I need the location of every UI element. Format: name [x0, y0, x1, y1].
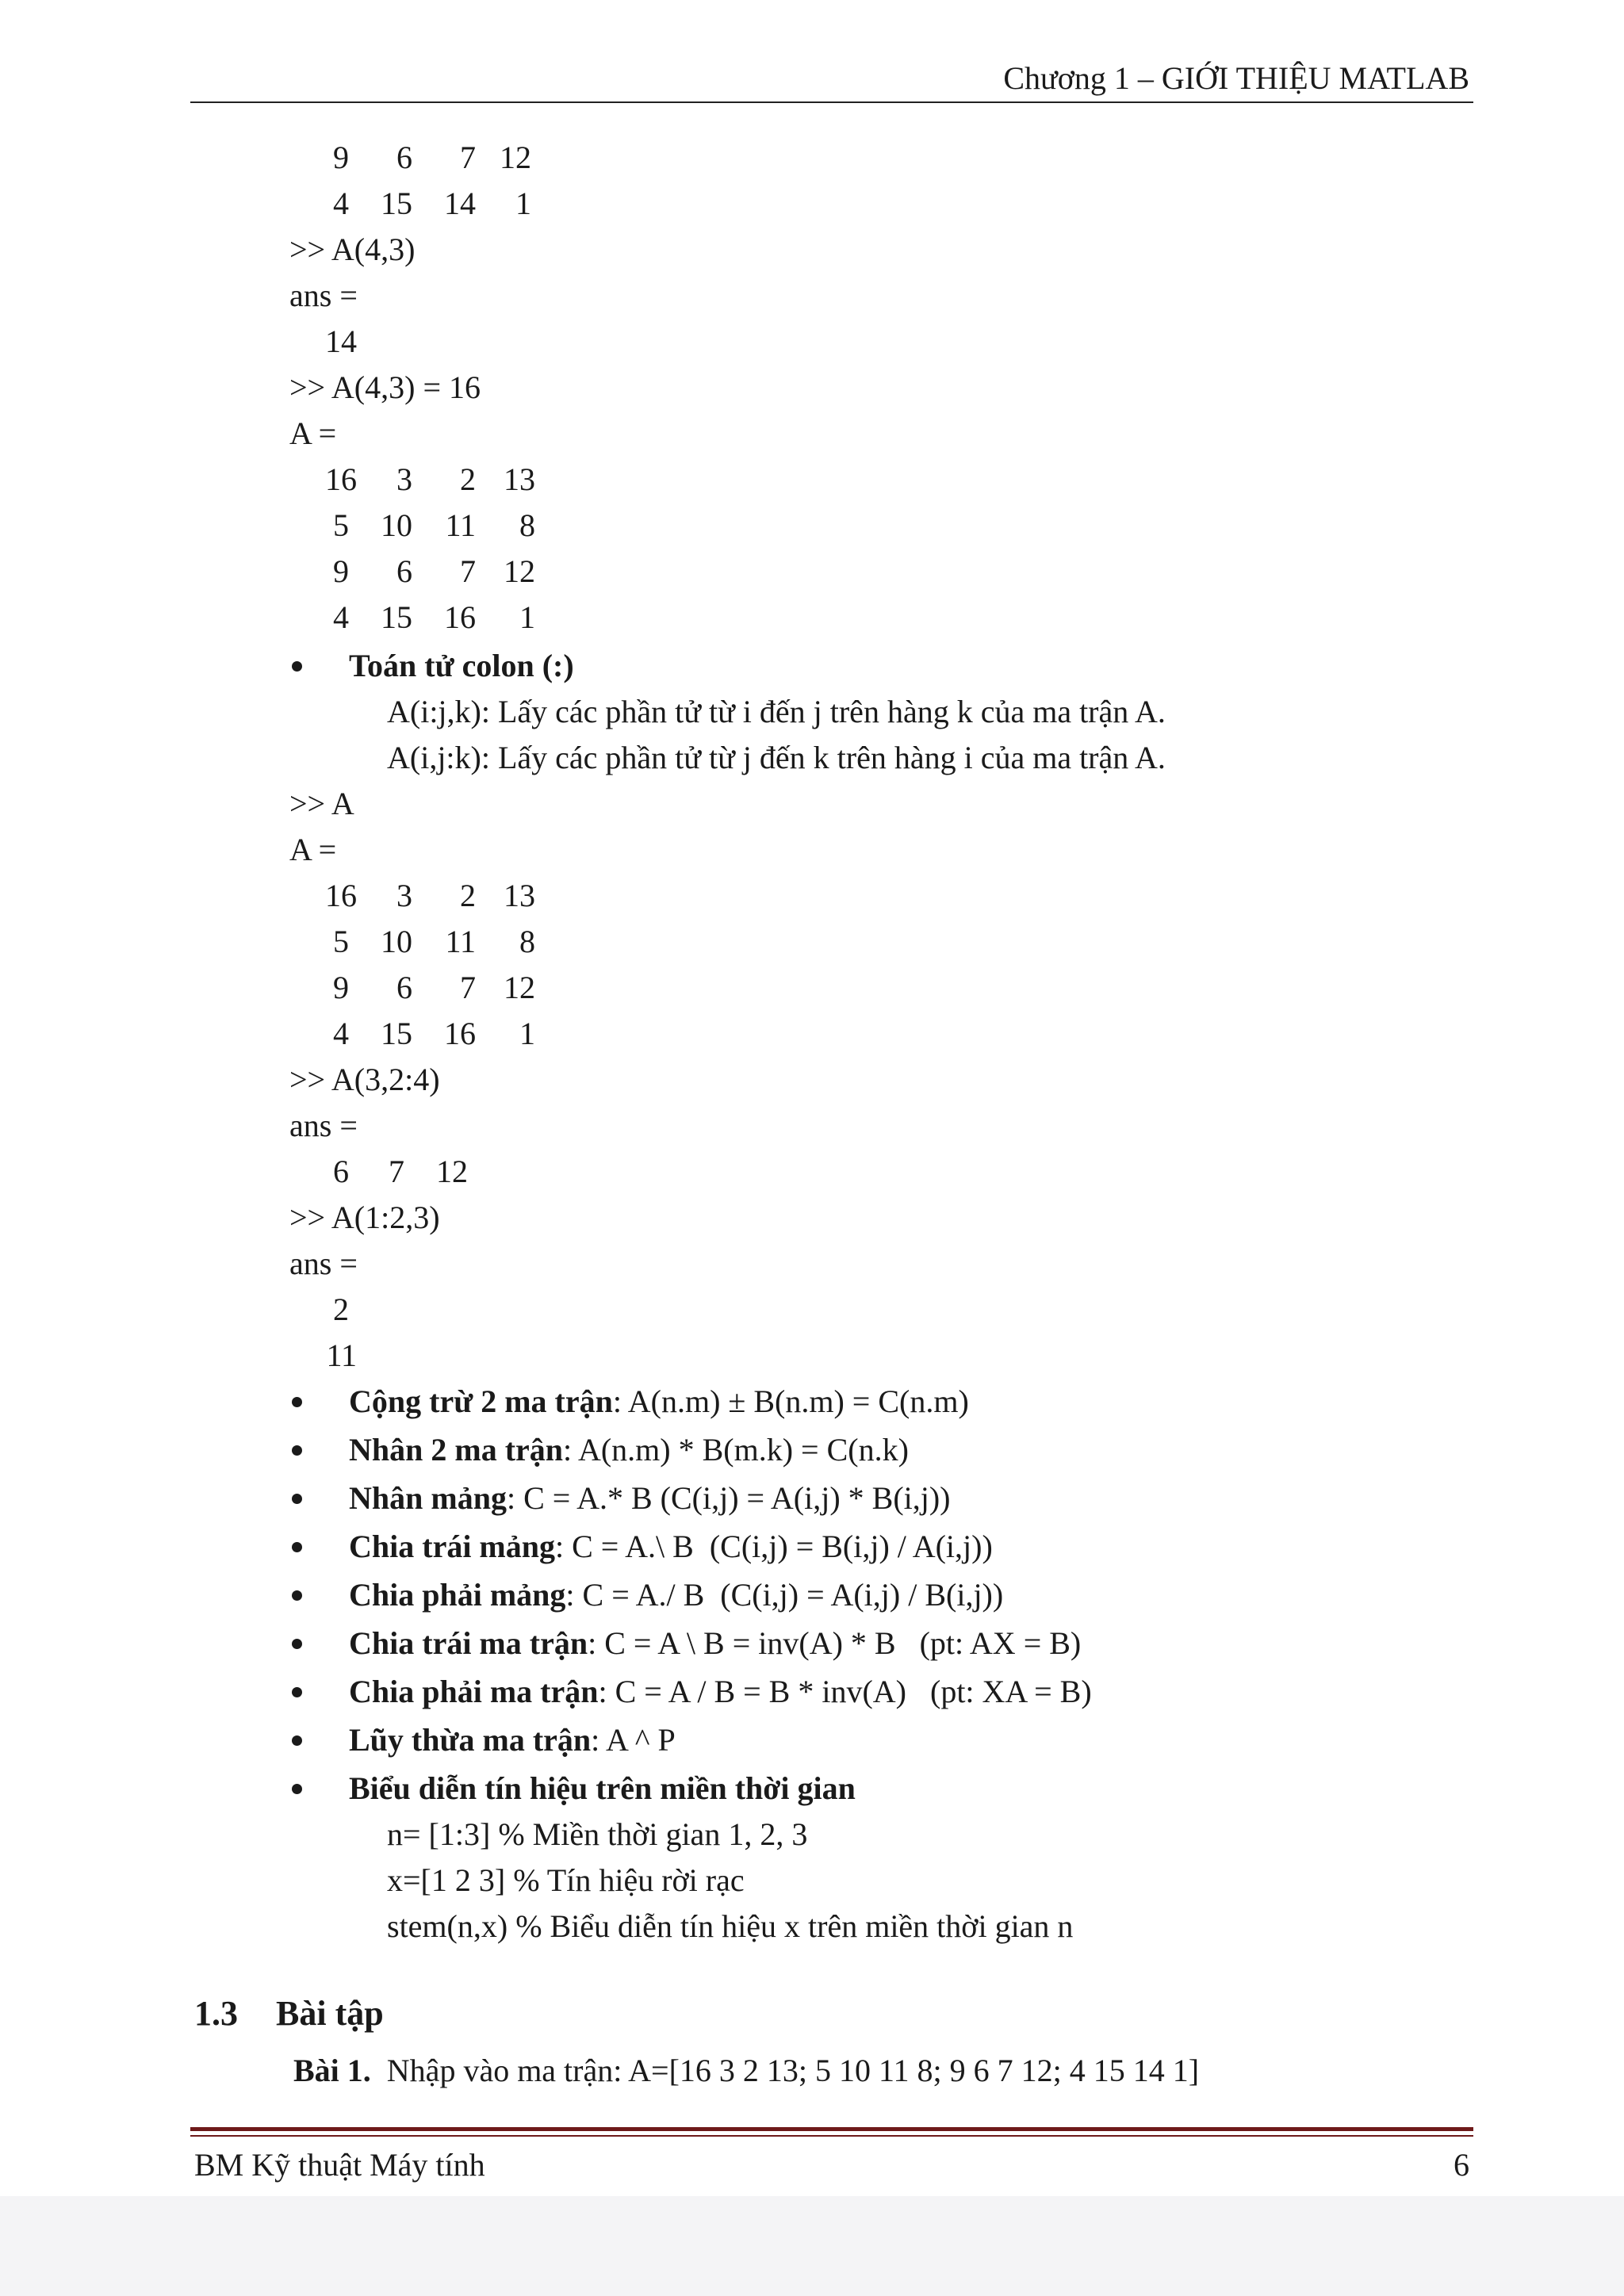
ans-value: 6: [333, 1154, 349, 1189]
matrix-cell: 14: [444, 186, 476, 221]
command-line: >> A(3,2:4): [289, 1062, 440, 1097]
matrix-cell: 12: [504, 970, 535, 1005]
matrix-cell: 8: [519, 507, 535, 543]
command-line: >> A(4,3): [289, 232, 416, 267]
matrix-cell: 16: [325, 461, 357, 497]
matrix-cell: 1: [519, 599, 535, 635]
colon-description: A(i:j,k): Lấy các phần tử từ i đến j trên hàng k của ma trận A.: [387, 694, 1166, 729]
matrix-cell: 16: [444, 1016, 476, 1051]
signal-code-line: n= [1:3] % Miền thời gian 1, 2, 3: [387, 1816, 808, 1852]
matrix-cell: 7: [460, 970, 476, 1005]
matrix-cell: 1: [519, 1016, 535, 1051]
ans-label: ans =: [289, 277, 358, 313]
bottom-band: [0, 2196, 1624, 2296]
header-rule: [190, 101, 1473, 103]
bullet-signal-title: Biểu diễn tín hiệu trên miền thời gian: [349, 1770, 856, 1806]
matrix-cell: 10: [381, 924, 412, 959]
ans-value: 12: [436, 1154, 468, 1189]
bullet-dot: [292, 1397, 302, 1407]
footer-department: BM Kỹ thuật Máy tính: [194, 2147, 485, 2183]
matrix-cell: 3: [396, 461, 412, 497]
exercise-item: [293, 2051, 1199, 2091]
matrix-cell: 4: [333, 599, 349, 635]
matrix-cell: 15: [381, 599, 412, 635]
matrix-cell: 11: [445, 507, 476, 543]
matrix-cell: 8: [519, 924, 535, 959]
matrix-cell: 6: [396, 970, 412, 1005]
matrix-cell: 16: [444, 599, 476, 635]
ans-label: ans =: [289, 1108, 358, 1143]
operation-item: Lũy thừa ma trận: A ^ P: [349, 1722, 676, 1758]
matrix-cell: 1: [515, 186, 531, 221]
command-line: >> A(1:2,3): [289, 1200, 440, 1235]
bullet-colon-title: Toán tử colon (:): [349, 648, 574, 683]
matrix-cell: 9: [333, 553, 349, 589]
matrix-cell: 12: [504, 553, 535, 589]
section-title: Bài tập: [276, 1994, 384, 2033]
bullet-dot: [292, 1445, 302, 1456]
footer-rule: [190, 2135, 1473, 2137]
ans-value: 11: [326, 1337, 357, 1373]
ans-value: 7: [389, 1154, 404, 1189]
matrix-cell: 7: [460, 553, 476, 589]
matrix-cell: 9: [333, 140, 349, 175]
matrix-cell: 10: [381, 507, 412, 543]
operation-item: Nhân 2 ma trận: A(n.m) * B(m.k) = C(n.k): [349, 1432, 909, 1468]
command-line: >> A: [289, 786, 354, 821]
operation-item: Nhân mảng: C = A.* B (C(i,j) = A(i,j) * B(i,j)): [349, 1480, 951, 1516]
matrix-label: A =: [289, 832, 337, 867]
matrix-cell: 6: [396, 140, 412, 175]
matrix-cell: 3: [396, 878, 412, 913]
bullet-dot: [292, 1735, 302, 1746]
colon-description: A(i,j:k): Lấy các phần tử từ j đến k trên hàng i của ma trận A.: [387, 740, 1166, 775]
matrix-cell: 4: [333, 1016, 349, 1051]
bullet-dot: [292, 1542, 302, 1552]
ans-label: ans =: [289, 1246, 358, 1281]
matrix-cell: 13: [504, 878, 535, 913]
matrix-cell: 5: [333, 924, 349, 959]
header-chapter-title: Chương 1 – GIỚI THIỆU MATLAB: [1003, 60, 1469, 96]
matrix-cell: 11: [445, 924, 476, 959]
bullet-dot: [292, 661, 302, 672]
bullet-dot: [292, 1687, 302, 1697]
section-heading: [194, 1992, 384, 2036]
matrix-label: A =: [289, 415, 337, 451]
ans-value: 14: [325, 323, 357, 359]
matrix-cell: 2: [460, 878, 476, 913]
operation-item: Chia trái mảng: C = A.\ B (C(i,j) = B(i,j) / A(i,j)): [349, 1529, 993, 1564]
matrix-cell: 5: [333, 507, 349, 543]
matrix-cell: 15: [381, 1016, 412, 1051]
section-number: 1.3: [194, 1994, 238, 2033]
matrix-cell: 16: [325, 878, 357, 913]
matrix-cell: 9: [333, 970, 349, 1005]
bullet-dot: [292, 1784, 302, 1794]
page-number: 6: [1454, 2147, 1469, 2183]
matrix-cell: 13: [504, 461, 535, 497]
operation-item: Chia phải ma trận: C = A / B = B * inv(A) (pt: XA = B): [349, 1674, 1092, 1709]
bullet-dot: [292, 1639, 302, 1649]
bullet-dot: [292, 1494, 302, 1504]
footer-rule: [190, 2127, 1473, 2131]
matrix-cell: 2: [460, 461, 476, 497]
matrix-cell: 7: [460, 140, 476, 175]
matrix-cell: 15: [381, 186, 412, 221]
operation-item: Chia trái ma trận: C = A \ B = inv(A) * B (pt: AX = B): [349, 1625, 1082, 1661]
signal-code-line: x=[1 2 3] % Tín hiệu rời rạc: [387, 1862, 745, 1898]
matrix-cell: 4: [333, 186, 349, 221]
operation-item: Cộng trừ 2 ma trận: A(n.m) ± B(n.m) = C(n.m): [349, 1383, 969, 1419]
matrix-cell: 12: [500, 140, 531, 175]
exercise-label: Bài 1.: [293, 2053, 371, 2088]
ans-value: 2: [333, 1292, 349, 1327]
bullet-dot: [292, 1590, 302, 1601]
exercise-text: Nhập vào ma trận: A=[16 3 2 13; 5 10 11 8; 9 6 7 12; 4 15 14 1]: [370, 2053, 1200, 2088]
command-line: >> A(4,3) = 16: [289, 369, 481, 405]
signal-code-line: stem(n,x) % Biểu diễn tín hiệu x trên miền thời gian n: [387, 1908, 1074, 1944]
operation-item: Chia phải mảng: C = A./ B (C(i,j) = A(i,j) / B(i,j)): [349, 1577, 1004, 1613]
matrix-cell: 6: [396, 553, 412, 589]
